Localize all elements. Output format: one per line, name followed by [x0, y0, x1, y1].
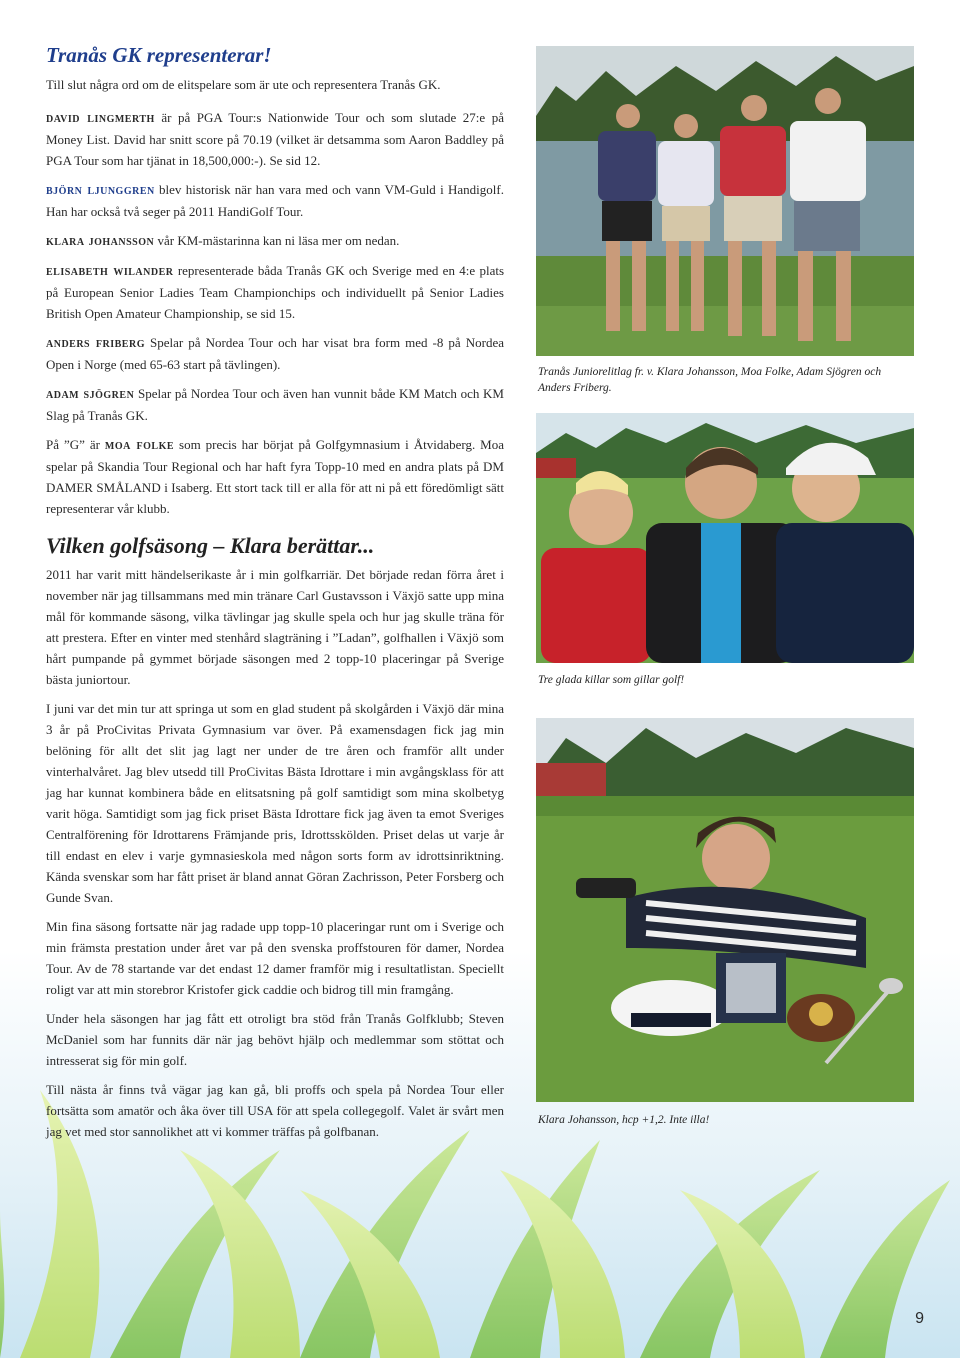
photo-junior-team [536, 46, 914, 356]
caption-junior-team: Tranås Juniorelitlag fr. v. Klara Johansson, Moa Folke, Adam Sjögren och Anders Friberg. [538, 366, 882, 394]
moa-prefix: På ”G” är [46, 437, 105, 452]
player-adam [46, 383, 504, 426]
story-paragraph: Min fina säsong fortsatte när jag radade upp topp-10 placeringar runt om i Sverige och min främsta prestation under året var på den svenska proffstouren för damer, Nordea Tour. Av de 78 startande var det endast 12 damer framför mig i resultatlistan. Speciellt roligt var att min storebror Kristofer gick caddie och bidrog till min framgång. [46, 919, 504, 997]
player-name: klara johansson [46, 234, 155, 249]
story-title: Vilken golfsäsong – Klara berättar... [46, 533, 375, 558]
player-moa [46, 434, 504, 519]
photo-three-boys [536, 413, 914, 663]
page-number: 9 [915, 1310, 924, 1327]
player-text: blev historisk när han vara med och vann VM-Guld i Handigolf. Han har också två seger på 2011 HandiGolf Tour. [46, 182, 504, 219]
player-elisabeth [46, 260, 504, 324]
story-paragraph: Under hela säsongen har jag fått ett otroligt bra stöd från Tranås Golfklubb; Steven McDaniel som har funnits där när jag behövt hjälp och medlemmar som stöttat och intresserat sig för min golf. [46, 1011, 504, 1068]
player-klara [46, 230, 504, 252]
section-title: Tranås GK representerar! [46, 43, 272, 67]
player-text: vår KM-mästarinna kan ni läsa mer om nedan. [154, 233, 400, 248]
player-name: elisabeth wilander [46, 264, 174, 279]
player-david [46, 107, 504, 171]
story-paragraph: I juni var det min tur att springa ut som en glad student på skolgården i Växjö där mina 3 år på ProCivitas Privata Gymnasium var över. På examensdagen fick jag min belöning för allt det slit jag lagt ner under de tre åren och framför allt under vinterhalvåret. Jag blev utsedd till ProCivitas Bästa Idrottare i min avgångsklass för att jag har kunnat kombinera både en elitsatsning på golf samtidigt som mina skolbetyg varit höga. Samtidigt som jag fick priset Bästa Idrottare fick jag även ta emot Sveriges Centralförening för Idrottarens Främjande pris, Idrottsskölden. Priset delas ut varje år till endast en elev i varje gymnasieskola med någon sorts form av idrottsinriktning. Kända svenskar som har fått priset är bland annat Göran Zachrisson, Peter Forsberg och Gunde Svan. [46, 701, 504, 905]
player-text: representerade båda Tranås GK och Sverige med en 4:e plats på European Senior Ladies Team Championchips och individuellt på Senior Ladies British Open Amateur Championship, se sid 15. [46, 263, 505, 321]
story-paragraph: 2011 har varit mitt händelserikaste år i min golfkarriär. Det började redan förra året i november när jag tillsammans med min tränare Carl Gustavsson i Växjö satte upp mina mål för kommande säsong, vilka tävlingar jag skulle spela och hur jag skulle träna för att prestera. Efter en vinter med stenhård slagträning i ”Ladan”, golfhallen i Växjö som hårt pumpande på gymmet började säsongen med 2 topp-10 placeringar på Sverige bästa juniortour. [46, 567, 504, 687]
player-bjorn [46, 179, 504, 222]
section-klara-story [46, 532, 504, 1150]
photo-klara-green [536, 718, 914, 1102]
caption-three-boys: Tre glada killar som gillar golf! [538, 674, 685, 686]
player-text: Spelar på Nordea Tour och även han vunnit både KM Match och KM Slag på Tranås GK. [46, 386, 504, 423]
section-elite-players [46, 42, 504, 527]
player-name: moa folke [104, 438, 175, 453]
story-paragraph: Till nästa år finns två vägar jag kan gå, bli proffs och spela på Nordea Tour eller fortsätta som amatör och åka över till USA för att spela collegegolf. Valet är svårt men jag vet med stor sannolikhet att vi kommer träffas på golfbanan. [46, 1082, 504, 1139]
player-text: som precis har börjat på Golfgymnasium i Åtvidaberg. Moa spelar på Skandia Tour Regional och har haft fyra Topp-10 med en andra plats på DM DAMER SMÅLAND i Isaberg. Ett stort tack till er alla för att ni på ett föredömligt sätt representerar vår klubb. [46, 437, 504, 516]
player-name: anders friberg [46, 336, 145, 351]
intro-paragraph: Till slut några ord om de elitspelare som är ute och representera Tranås GK. [46, 77, 441, 92]
player-text: Spelar på Nordea Tour och har visat bra form med -8 på Nordea Open i Norge (med 65-63 start på tävlingen). [46, 335, 504, 372]
player-text: är på PGA Tour:s Nationwide Tour och som slutade 27:e på Money List. David har snitt score på 70.19 (vilket är detsamma som Aaron Baddley på PGA Tour som har tjänat in 18,500,000:-). Se sid 12. [46, 110, 504, 168]
player-name: adam sjögren [46, 387, 135, 402]
player-name: björn ljunggren [46, 183, 155, 198]
player-name: david lingmerth [46, 111, 155, 126]
player-anders [46, 332, 504, 375]
caption-klara: Klara Johansson, hcp +1,2. Inte illa! [538, 1114, 710, 1126]
